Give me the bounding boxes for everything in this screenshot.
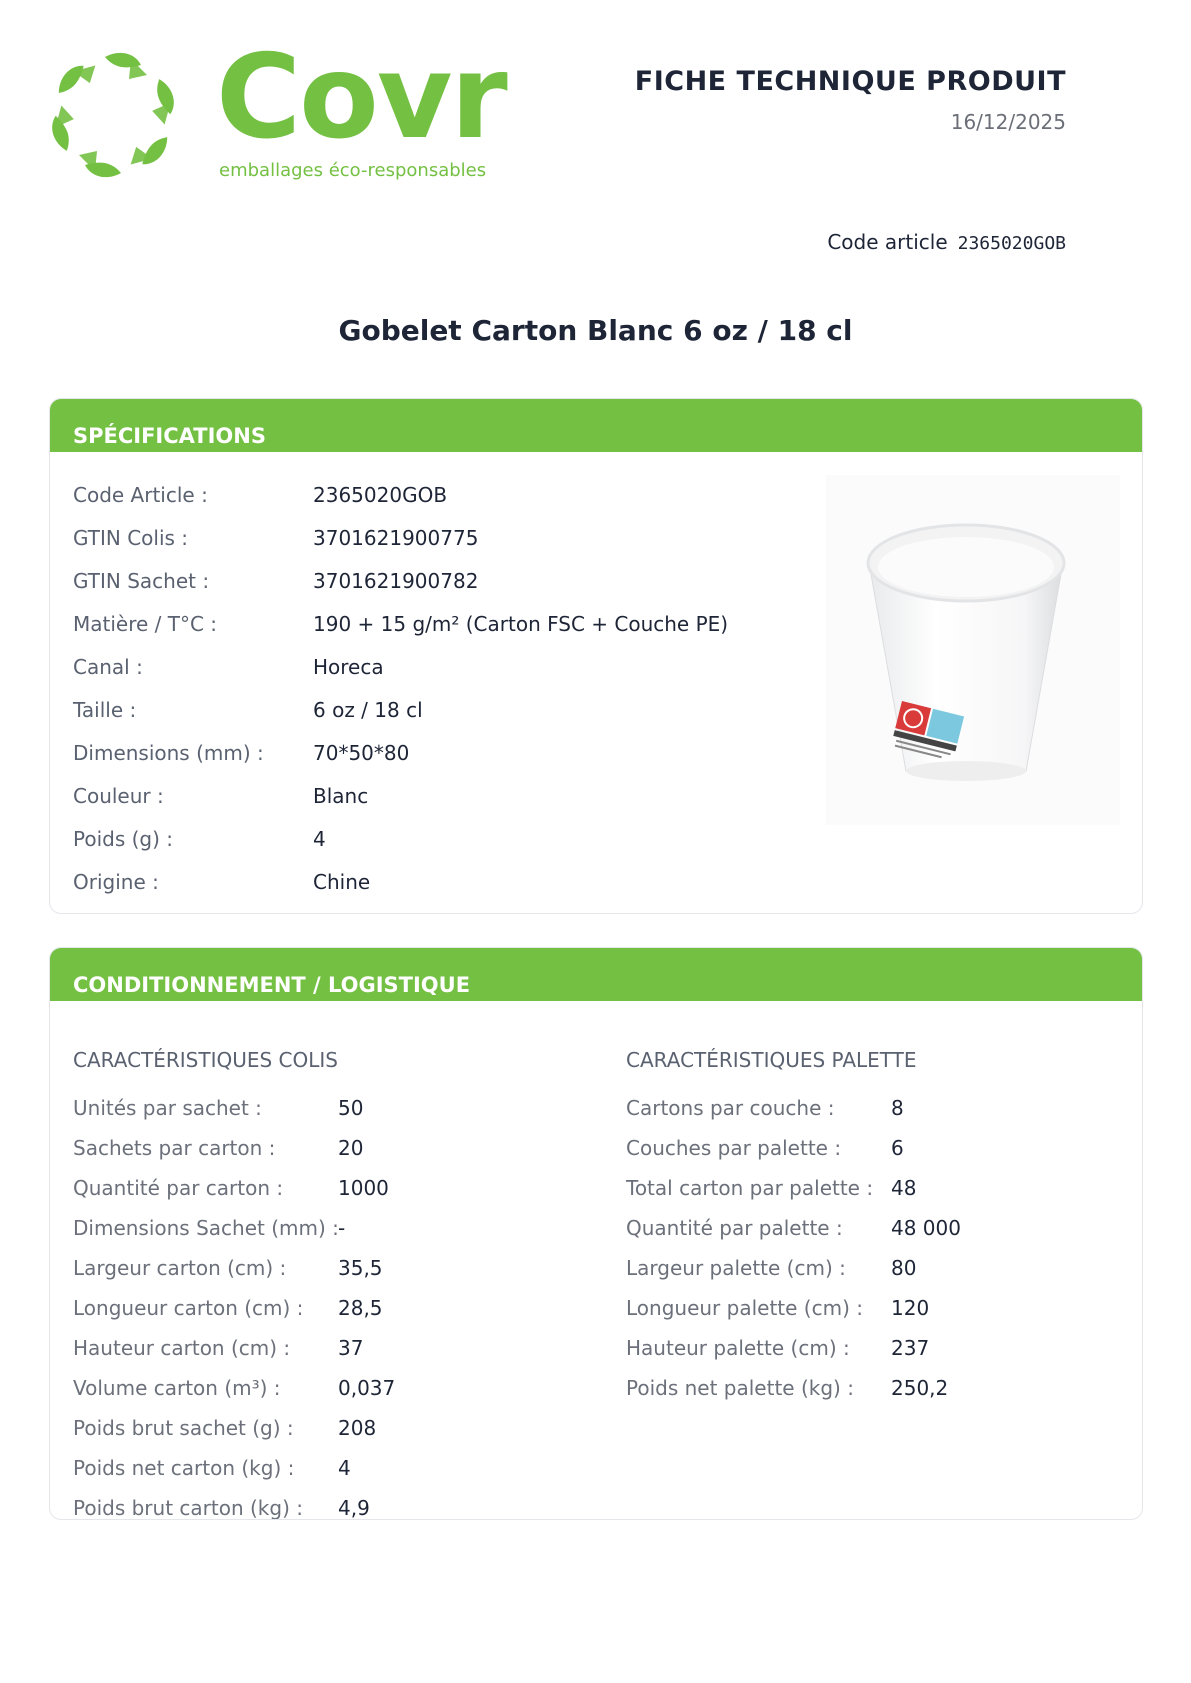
colis-value: 37 <box>338 1336 364 1360</box>
spec-value: 70*50*80 <box>313 741 410 765</box>
palette-value: 48 <box>891 1176 917 1200</box>
document-title: FICHE TECHNIQUE PRODUIT <box>634 66 1066 97</box>
colis-label: Poids brut carton (kg) : <box>73 1496 303 1520</box>
colis-value: 20 <box>338 1136 364 1160</box>
brand-logo <box>48 30 506 188</box>
brand-tagline: emballages éco-responsables <box>219 160 487 181</box>
colis-label: Hauteur carton (cm) : <box>73 1336 291 1360</box>
spec-value: 3701621900775 <box>313 526 479 550</box>
spec-value: 3701621900782 <box>313 569 479 593</box>
paper-cup-icon <box>826 475 1120 825</box>
specifications-section <box>49 398 1143 914</box>
article-code-label: Code article <box>827 230 948 254</box>
palette-label: Couches par palette : <box>626 1136 842 1160</box>
palette-value: 6 <box>891 1136 904 1160</box>
colis-value: - <box>338 1216 346 1240</box>
colis-label: Quantité par carton : <box>73 1176 284 1200</box>
spec-value: 2365020GOB <box>313 483 448 507</box>
spec-value: 6 oz / 18 cl <box>313 698 423 722</box>
spec-label: Code Article : <box>73 483 208 507</box>
palette-label: Longueur palette (cm) : <box>626 1296 863 1320</box>
colis-label: Largeur carton (cm) : <box>73 1256 287 1280</box>
spec-label: Couleur : <box>73 784 164 808</box>
colis-value: 50 <box>338 1096 364 1120</box>
colis-label: Unités par sachet : <box>73 1096 262 1120</box>
palette-value: 8 <box>891 1096 904 1120</box>
colis-label: Sachets par carton : <box>73 1136 276 1160</box>
logistics-section <box>49 947 1143 1520</box>
palette-value: 237 <box>891 1336 930 1360</box>
palette-heading: CARACTÉRISTIQUES PALETTE <box>626 1048 917 1072</box>
palette-label: Total carton par palette : <box>626 1176 874 1200</box>
colis-label: Dimensions Sachet (mm) : <box>73 1216 339 1240</box>
palette-label: Largeur palette (cm) : <box>626 1256 846 1280</box>
colis-value: 4,9 <box>338 1496 370 1520</box>
spec-label: Canal : <box>73 655 143 679</box>
product-image <box>826 475 1120 825</box>
palette-label: Cartons par couche : <box>626 1096 835 1120</box>
palette-label: Hauteur palette (cm) : <box>626 1336 850 1360</box>
colis-value: 208 <box>338 1416 377 1440</box>
spec-value: Blanc <box>313 784 369 808</box>
article-code <box>827 230 1066 254</box>
spec-label: Matière / T°C : <box>73 612 218 636</box>
palette-label: Quantité par palette : <box>626 1216 843 1240</box>
document-date: 16/12/2025 <box>950 110 1066 134</box>
spec-label: Origine : <box>73 870 159 894</box>
colis-heading: CARACTÉRISTIQUES COLIS <box>73 1048 338 1072</box>
palette-label: Poids net palette (kg) : <box>626 1376 854 1400</box>
colis-value: 0,037 <box>338 1376 396 1400</box>
colis-value: 4 <box>338 1456 351 1480</box>
spec-value: 190 + 15 g/m² (Carton FSC + Couche PE) <box>313 612 729 636</box>
spec-value: Horeca <box>313 655 384 679</box>
palette-value: 250,2 <box>891 1376 949 1400</box>
spec-label: GTIN Colis : <box>73 526 189 550</box>
spec-label: Dimensions (mm) : <box>73 741 264 765</box>
colis-value: 35,5 <box>338 1256 383 1280</box>
article-code-value: 2365020GOB <box>957 233 1066 254</box>
spec-value: 4 <box>313 827 326 851</box>
colis-value: 1000 <box>338 1176 389 1200</box>
spec-label: GTIN Sachet : <box>73 569 210 593</box>
logistics-heading: CONDITIONNEMENT / LOGISTIQUE <box>50 948 1142 1001</box>
colis-value: 28,5 <box>338 1296 383 1320</box>
palette-value: 120 <box>891 1296 930 1320</box>
palette-value: 48 000 <box>891 1216 961 1240</box>
brand-name: Covr <box>216 30 506 165</box>
colis-label: Poids brut sachet (g) : <box>73 1416 294 1440</box>
colis-label: Poids net carton (kg) : <box>73 1456 295 1480</box>
product-title: Gobelet Carton Blanc 6 oz / 18 cl <box>338 314 853 347</box>
colis-label: Volume carton (m³) : <box>73 1376 281 1400</box>
specifications-heading: SPÉCIFICATIONS <box>50 399 1142 452</box>
spec-label: Poids (g) : <box>73 827 174 851</box>
palette-value: 80 <box>891 1256 917 1280</box>
colis-label: Longueur carton (cm) : <box>73 1296 304 1320</box>
recycle-leaves-icon <box>48 50 178 180</box>
spec-label: Taille : <box>73 698 137 722</box>
spec-value: Chine <box>313 870 371 894</box>
